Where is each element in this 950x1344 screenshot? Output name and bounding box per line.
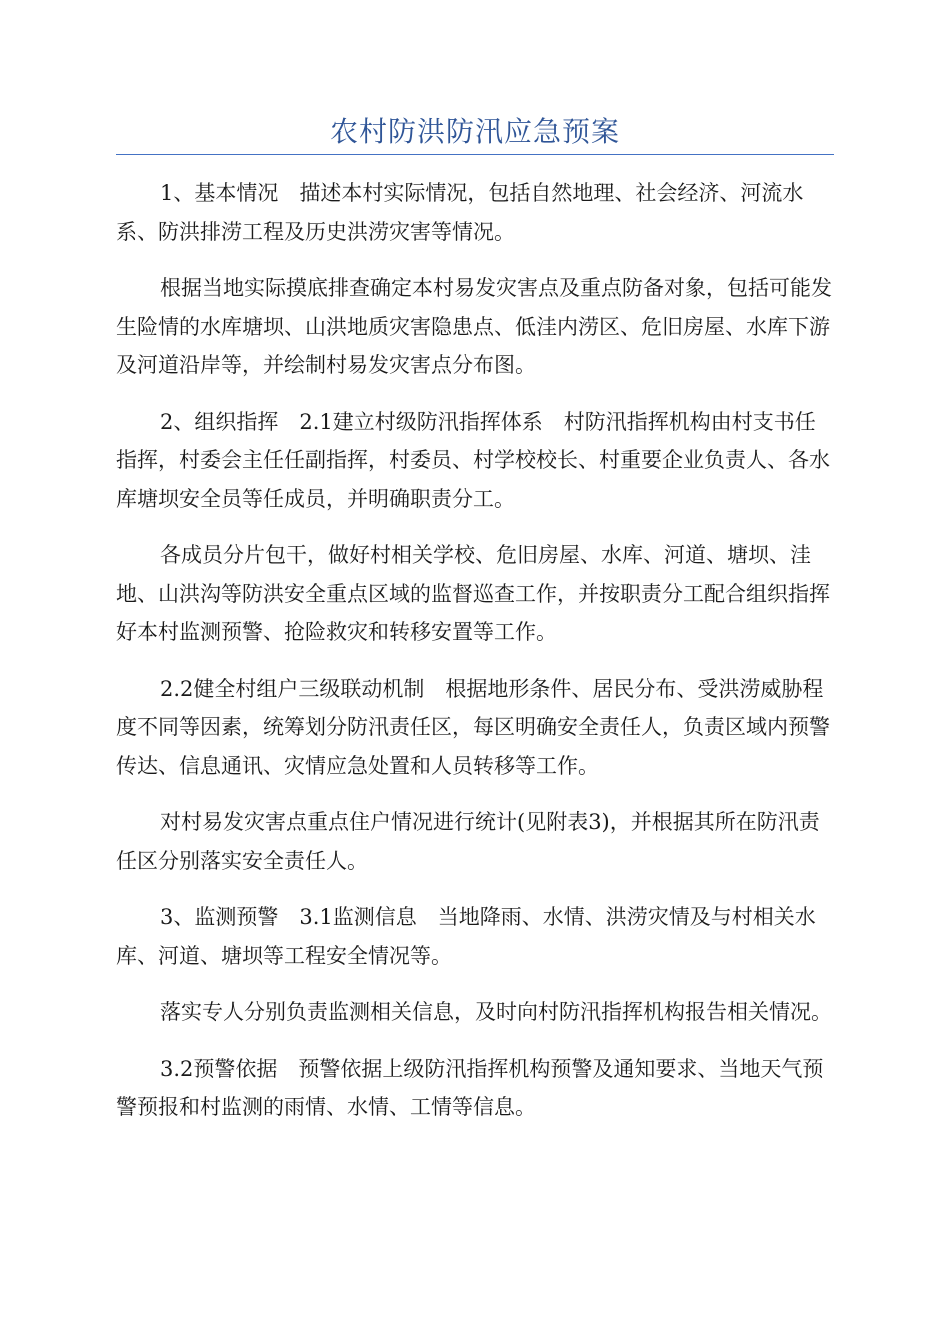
paragraph-member-duties: 各成员分片包干，做好村相关学校、危旧房屋、水库、河道、塘坝、洼地、山洪沟等防洪安全重点区域的监督巡查工作，并按职责分工配合组织指挥好本村监测预警、抢险救灾和转移安置等工作。 xyxy=(116,543,830,644)
paragraph-monitoring-info: 3、监测预警 3.1监测信息 当地降雨、水情、洪涝灾情及与村相关水库、河道、塘坝等工程安全情况等。 xyxy=(116,905,816,968)
paragraph-linkage-mechanism: 2.2健全村组户三级联动机制 根据地形条件、居民分布、受洪涝威胁程度不同等因素，统筹划分防汛责任区，每区明确安全责任人，负责区域内预警传达、信息通讯、灾情应急处置和人员转移等工作。 xyxy=(116,676,830,778)
paragraph-household-statistics: 对村易发灾害点重点住户情况进行统计(见附表3)，并根据其所在防汛责任区分别落实安全责任人。 xyxy=(116,810,820,873)
document-body xyxy=(116,174,834,1145)
document-title: 农村防洪防汛应急预案 xyxy=(329,115,620,148)
paragraph-warning-basis: 3.2预警依据 预警依据上级防汛指挥机构预警及通知要求、当地天气预警预报和村监测的雨情、水情、工情等信息。 xyxy=(116,1056,824,1119)
paragraph-monitoring-staff: 落实专人分别负责监测相关信息，及时向村防汛指挥机构报告相关情况。 xyxy=(160,1000,832,1024)
paragraph-hazard-survey: 根据当地实际摸底排查确定本村易发灾害点及重点防备对象，包括可能发生险情的水库塘坝、山洪地质灾害隐患点、低洼内涝区、危旧房屋、水库下游及河道沿岸等，并绘制村易发灾害点分布图。 xyxy=(116,276,832,377)
paragraph-command-system: 2、组织指挥 2.1建立村级防汛指挥体系 村防汛指挥机构由村支书任指挥，村委会主任任副指挥，村委员、村学校校长、村重要企业负责人、各水库塘坝安全员等任成员，并明确职责分工。 xyxy=(116,409,830,511)
title-underline xyxy=(116,154,834,155)
paragraph-basic-situation: 1、基本情况 描述本村实际情况，包括自然地理、社会经济、河流水系、防洪排涝工程及历史洪涝灾害等情况。 xyxy=(116,181,804,244)
